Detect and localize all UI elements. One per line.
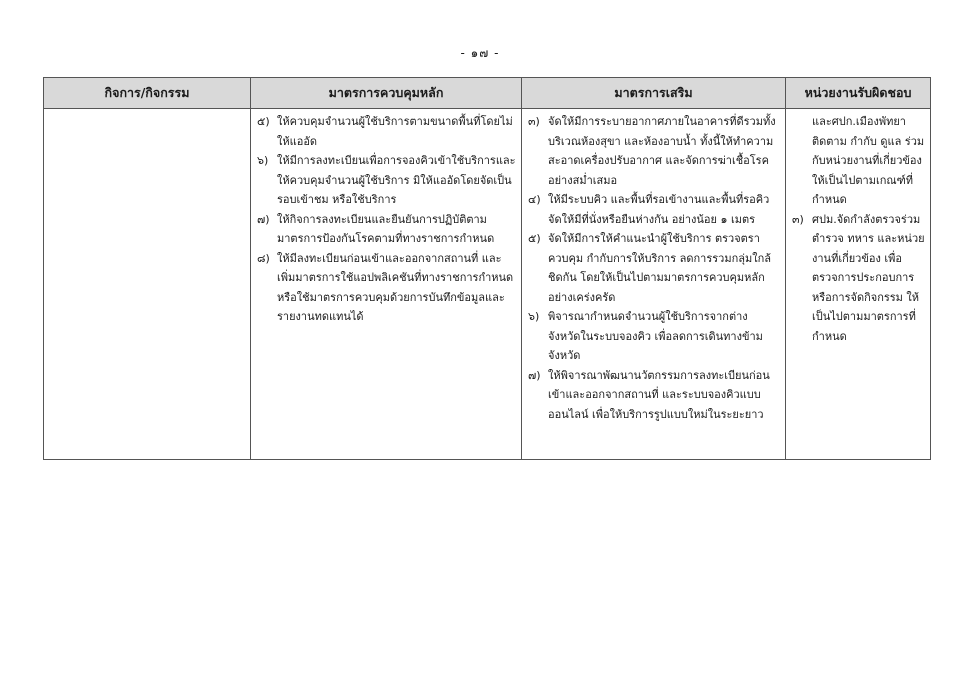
additional-measure-item-number: ๕) xyxy=(528,232,541,245)
additional-measure-item-text: จัดให้มีการระบายอากาศภายในอาคารที่ดีรวมทั้งบริเวณห้องสุขา และห้องอาบน้ำ ทั้งนี้ให้ทำความสะอาดเครื่องปรับอากาศ และจัดการฆ่าเชื้อโรคอย่างสม่ำเสมอ xyxy=(548,115,776,187)
responsible-cell xyxy=(786,109,931,460)
measures-table xyxy=(43,77,931,460)
additional-measure-item-text: จัดให้มีการให้คำแนะนำผู้ใช้บริการ ตรวจตราควบคุม กำกับการให้บริการ ลดการรวมกลุ่มใกล้ชิดกัน โดยให้เป็นไปตามมาตรการควบคุมหลักอย่างเคร่งครัด xyxy=(548,232,771,304)
activity-cell xyxy=(44,109,251,460)
additional-measure-item-number: ๔) xyxy=(528,193,541,206)
additional-measure-item-text: ให้พิจารณาพัฒนานวัตกรรมการลงทะเบียนก่อนเข้าและออกจากสถานที่ และระบบจองคิวแบบออนไลน์ เพื่อให้บริการรูปแบบใหม่ในระยะยาว xyxy=(548,368,770,421)
responsible-item xyxy=(792,210,925,347)
main-measure-item-text: ให้กิจการลงทะเบียนและยืนยันการปฏิบัติตามมาตรการป้องกันโรคตามที่ทางราชการกำหนด xyxy=(277,212,495,245)
additional-measure-item xyxy=(528,190,780,229)
additional-measure-item-text: ให้มีระบบคิว และพื้นที่รอเข้างานและพื้นที่รอคิวจัดให้มีที่นั่งหรือยืนห่างกัน อย่างน้อย ๑ เมตร xyxy=(548,193,770,226)
main-measure-item xyxy=(257,151,516,210)
responsible-list xyxy=(786,109,930,346)
additional-measure-item-text: พิจารณากำหนดจำนวนผู้ใช้บริการจากต่างจังหวัดในระบบจองคิว เพื่อลดการเดินทางข้ามจังหวัด xyxy=(548,310,763,362)
header-additional-measures: มาตรการเสริม xyxy=(522,78,786,109)
main-measure-item xyxy=(257,112,516,151)
additional-measure-item xyxy=(528,307,780,366)
additional-measure-item-number: ๗) xyxy=(528,368,541,382)
header-activity: กิจการ/กิจกรรม xyxy=(44,78,251,109)
additional-measures-list xyxy=(522,109,785,424)
main-measures-cell xyxy=(251,109,522,460)
main-measure-item xyxy=(257,249,516,327)
additional-measure-item-number: ๓) xyxy=(528,115,540,128)
main-measure-item-text: ให้ควบคุมจำนวนผู้ใช้บริการตามขนาดพื้นที่โดยไม่ให้แออัด xyxy=(277,115,513,148)
main-measure-item-number: ๘) xyxy=(257,251,270,265)
responsible-item-number: ๓) xyxy=(792,212,804,226)
table-row xyxy=(44,109,931,460)
table-header-row xyxy=(44,78,931,109)
header-responsible: หน่วยงานรับผิดชอบ xyxy=(786,78,931,109)
main-measure-item xyxy=(257,210,516,249)
additional-measure-item xyxy=(528,229,780,307)
additional-measure-item-number: ๖) xyxy=(528,310,540,323)
page-number: - ๑๗ - xyxy=(460,46,500,60)
activity-text xyxy=(44,109,250,112)
main-measure-item-text: ให้มีลงทะเบียนก่อนเข้าและออกจากสถานที่ และเพิ่มมาตรการใช้แอปพลิเคชันที่ทางราชการกำหนดหรือใช้มาตรการควบคุมด้วยการบันทึกข้อมูลและรายงานทดแทนได้ xyxy=(277,251,514,323)
main-measure-item-number: ๖) xyxy=(257,154,269,167)
main-measure-item-text: ให้มีการลงทะเบียนเพื่อการจองคิวเข้าใช้บริการและให้ควบคุมจำนวนผู้ใช้บริการ มิให้แออัดโดยจัดเป็นรอบเข้าชม หรือใช้บริการ xyxy=(277,154,516,206)
additional-measures-cell xyxy=(522,109,786,460)
main-measures-list xyxy=(251,109,521,327)
responsible-item-text: และศปก.เมืองพัทยา ติดตาม กำกับ ดูแล ร่วมกับหน่วยงานที่เกี่ยวข้องให้เป็นไปตามเกณฑ์ที่กำหนด xyxy=(812,115,925,206)
additional-measure-item xyxy=(528,366,780,425)
header-main-measures: มาตรการควบคุมหลัก xyxy=(251,78,522,109)
responsible-item-text: ศปม.จัดกำลังตรวจร่วม ตำรวจ ทหาร และหน่วยงานที่เกี่ยวข้อง เพื่อตรวจการประกอบการหรือการจัดกิจกรรม ให้เป็นไปตามมาตรการที่กำหนด xyxy=(812,212,925,343)
main-measure-item-number: ๕) xyxy=(257,115,270,128)
main-measure-item-number: ๗) xyxy=(257,212,270,226)
responsible-item xyxy=(792,112,925,210)
additional-measure-item xyxy=(528,112,780,190)
